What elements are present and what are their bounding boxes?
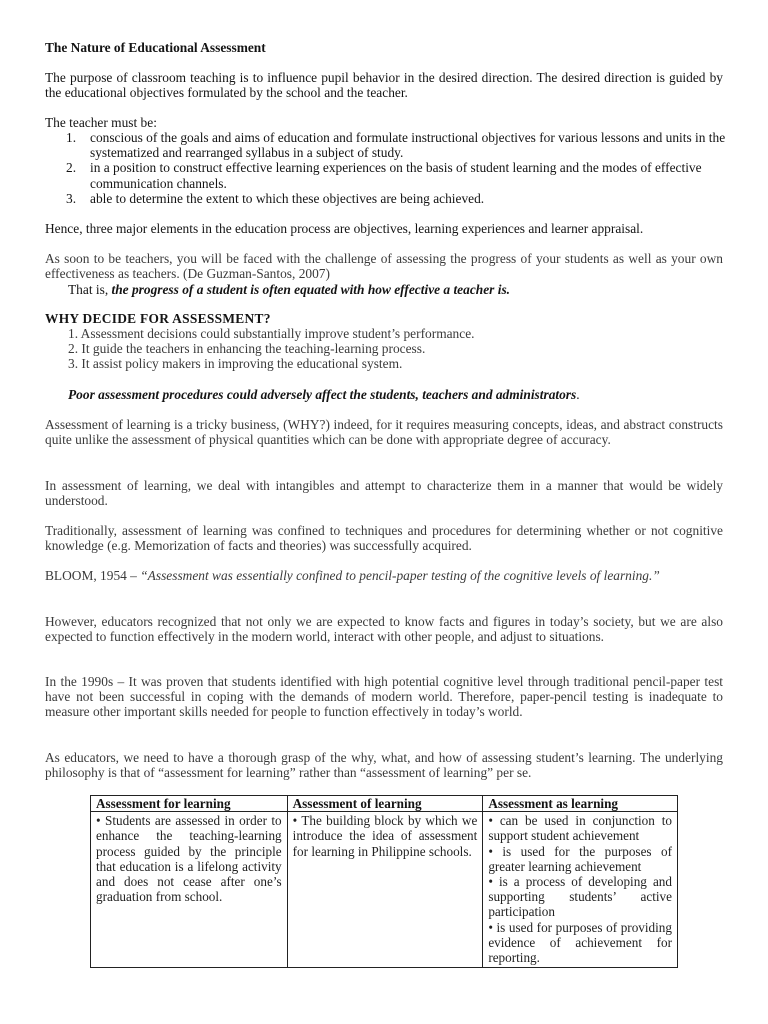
educators-paragraph: As educators, we need to have a thorough grasp of the why, what, and how of assessing student’s learning. The underlying philosophy is that of “assessment for learning” rather than “assessment of learning” per se. <box>45 750 723 781</box>
list-number: 2. <box>66 160 77 176</box>
poor-end: . <box>576 387 580 402</box>
list-number: 3. <box>66 190 77 206</box>
bullet-item: • can be used in conjunction to support student achievement <box>488 813 672 844</box>
bullet-item: • is used for purposes of providing evidence of achievement for reporting. <box>488 919 672 966</box>
soon-paragraph: As soon to be teachers, you will be faced with the challenge of assessing the progress of your students as well as your own effectiveness as teachers. (De Guzman-Santos, 2007) <box>45 251 723 282</box>
table-header-row <box>91 796 678 812</box>
bullet-item: • is used for the purposes of greater learning achievement <box>488 843 672 874</box>
bullet-item: • is a process of developing and supporting students’ active participation <box>488 874 672 920</box>
tricky-paragraph: Assessment of learning is a tricky business, (WHY?) indeed, for it requires measuring concepts, ideas, and abstract constructs quite unlike the assessment of physical quantities which can be done with appropriate degree of accuracy. <box>45 417 723 448</box>
list-item: 1. Assessment decisions could substantially improve student’s performance. <box>68 326 475 341</box>
table-cell-for-learning: • Students are assessed in order to enhance the teaching-learning process guided by the principle that education is a lifelong activity and does not cease after one’s graduation from school. <box>91 812 288 968</box>
why-heading: WHY DECIDE FOR ASSESSMENT? <box>45 311 271 326</box>
that-is-emphasis: the progress of a student is often equated with how effective a teacher is. <box>111 282 510 297</box>
list-item: 3. It assist policy makers in improving the educational system. <box>68 356 403 372</box>
list-item <box>66 160 726 190</box>
table-cell-as-learning <box>483 812 678 968</box>
list-number: 1. <box>66 130 77 145</box>
list-text: conscious of the goals and aims of education and formulate instructional objectives for various lessons and units in the systematized and rearranged syllabus in a subject of study. <box>90 130 726 161</box>
teacher-must-lead: The teacher must be: <box>45 115 157 130</box>
teacher-must-list <box>66 130 726 206</box>
bloom-quote: “Assessment was essentially confined to pencil-paper testing of the cognitive levels of learning.” <box>140 568 660 583</box>
bloom-paragraph <box>45 568 723 583</box>
intro-paragraph: The purpose of classroom teaching is to influence pupil behavior in the desired direction. The desired direction is guided by the educational objectives formulated by the school and the teacher. <box>45 70 723 101</box>
document-title: The Nature of Educational Assessment <box>45 40 266 55</box>
assessment-table <box>90 795 678 968</box>
poor-line <box>68 387 728 402</box>
list-item <box>66 130 726 160</box>
poor-emphasis: Poor assessment procedures could adversely affect the students, teachers and administrators <box>68 387 577 402</box>
why-list <box>68 326 718 372</box>
that-is-line <box>68 282 728 297</box>
list-text: in a position to construct effective learning experiences on the basis of student learning and the modes of effective communication channels. <box>90 160 702 191</box>
list-text: able to determine the extent to which these objectives are being achieved. <box>90 190 485 206</box>
table-header-cell: Assessment of learning <box>287 796 483 812</box>
table-header-cell: Assessment as learning <box>483 796 678 812</box>
nineties-paragraph: In the 1990s – It was proven that students identified with high potential cognitive level through traditional pencil-paper test have not been successful in coping with the demands of modern world. Therefore, paper-pencil testing is inadequate to measure other important skills needed for people to function effectively in today’s world. <box>45 674 723 720</box>
table-cell-of-learning: • The building block by which we introduce the idea of assessment for learning in Philippine schools. <box>287 812 483 968</box>
intangibles-paragraph: In assessment of learning, we deal with intangibles and attempt to characterize them in a manner that would be widely understood. <box>45 478 723 509</box>
list-item <box>66 191 726 206</box>
that-is-lead: That is, <box>68 282 112 297</box>
bloom-lead: BLOOM, 1954 – <box>45 568 141 583</box>
hence-paragraph: Hence, three major elements in the education process are objectives, learning experiences and learner appraisal. <box>45 221 644 236</box>
list-item: 2. It guide the teachers in enhancing the teaching-learning process. <box>68 341 426 357</box>
table-header-cell: Assessment for learning <box>91 796 288 812</box>
traditionally-paragraph: Traditionally, assessment of learning was confined to techniques and procedures for determining whether or not cognitive knowledge (e.g. Memorization of facts and theories) was successfully acquired. <box>45 523 723 554</box>
table-row <box>91 812 678 968</box>
however-paragraph: However, educators recognized that not only we are expected to know facts and figures in today’s society, but we are also expected to function effectively in the modern world, interact with other people, and adjust to situations. <box>45 614 723 645</box>
